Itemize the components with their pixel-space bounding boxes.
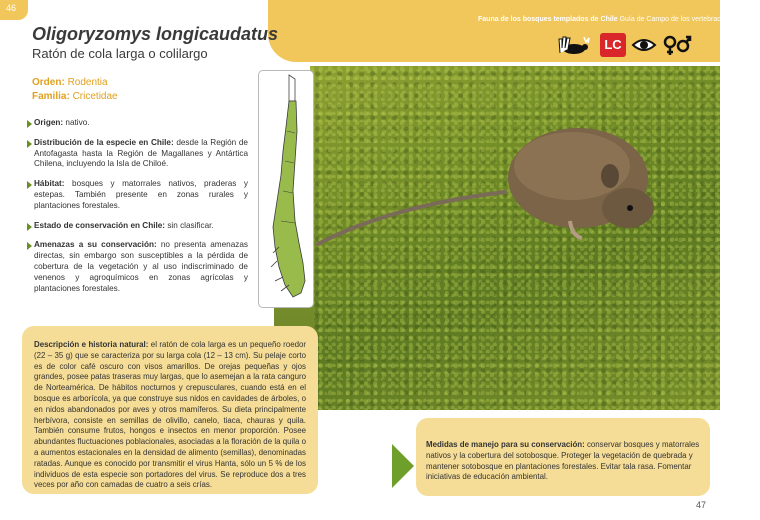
species-common-name: Ratón de cola larga o colilargo bbox=[32, 46, 208, 61]
series-title-rest: Guía de Campo de los vertebrados terrestres bbox=[617, 16, 760, 23]
description-box bbox=[22, 326, 318, 494]
management-box bbox=[416, 418, 710, 496]
fact-threats: Amenazas a su conservación: no presenta amenazas directas, sin embargo son susceptibles a la pérdida de cobertura de la vegetación y al uso indiscriminado de venenos y agroquímicos en zonas agrícolas y plantaciones forestales. bbox=[28, 240, 248, 294]
order-value: Rodentia bbox=[67, 77, 108, 88]
management-label: Medidas de manejo para su conservación: bbox=[426, 440, 585, 449]
male-female-icon bbox=[662, 33, 692, 57]
arrow-icon bbox=[392, 444, 414, 488]
taxonomy bbox=[32, 76, 118, 104]
fact-distribution: Distribución de la especie en Chile: desde la Región de Antofagasta hasta la Región de Magallanes y Antártica Chilena, incluyendo la Isla de Chiloé. bbox=[28, 138, 248, 170]
hand-animal-icon bbox=[556, 33, 596, 57]
family-value: Cricetidae bbox=[72, 91, 118, 102]
management-text: conservar bosques y matorrales nativos y la cobertura del sotobosque. Proteger la vegetación de quebrada y mantener sotobosque en plantaciones forestales. Evitar tala rasa. Fomentar iniciativas de educación ambiental. bbox=[426, 440, 700, 482]
fact-habitat: Hábitat: bosques y matorrales nativos, praderas y estepas. También presente en zonas rurales y plantaciones forestales. bbox=[28, 179, 248, 211]
family-label: Familia: bbox=[32, 91, 70, 102]
series-title bbox=[478, 16, 760, 23]
eye-icon bbox=[631, 33, 657, 57]
order-label: Orden: bbox=[32, 77, 65, 88]
description-text: el ratón de cola larga es un pequeño roedor (22 – 35 g) que se caracteriza por su larga cola (12 – 13 cm). Su pelaje corto es de color café oscuro con visos amarillos. De orejas pequeñas y ojos grandes, posee patas traseras muy largas, que lo asemejan a la rata canguro de Norteamérica. De hábitos nocturnos y crepusculares, cuando está en el bosque es arborícola, ya que construye sus nidos en cavidades de árboles, o en nidos abandonados por aves y otros mamíferos. Su dieta principalmente herbívora, consiste en semillas de olivillo, canelo, tiaca, chauras y quila. También consume frutos, hongos e insectos en menor proporción. Posee abundantes fluctuaciones poblacionales, asociadas a la floración de la quila o a aumentos estacionales en la densidad de alimento (semillas), denominadas ratadas. Aunque es conocido por transmitir el virus Hanta, sólo un 5 % de los individuos de esta especie son portadores del virus. Se reproduce dos a tres veces por año con camadas de cuatro a seis crías. bbox=[34, 340, 306, 490]
conservation-status-badge: LC bbox=[600, 33, 626, 57]
species-scientific-name: Oligoryzomys longicaudatus bbox=[32, 24, 279, 44]
page-number-top: 46 bbox=[6, 3, 17, 13]
page-number-bottom: 47 bbox=[696, 500, 707, 510]
species-photo bbox=[310, 66, 720, 410]
fact-conservation-status: Estado de conservación en Chile: sin clasificar. bbox=[28, 221, 248, 232]
distribution-map bbox=[258, 70, 314, 308]
series-title-bold: Fauna de los bosques templados de Chile bbox=[478, 16, 618, 23]
description-label: Descripción e historia natural: bbox=[34, 340, 149, 349]
fact-origin: Origen: nativo. bbox=[28, 118, 248, 129]
species-facts bbox=[28, 118, 248, 303]
